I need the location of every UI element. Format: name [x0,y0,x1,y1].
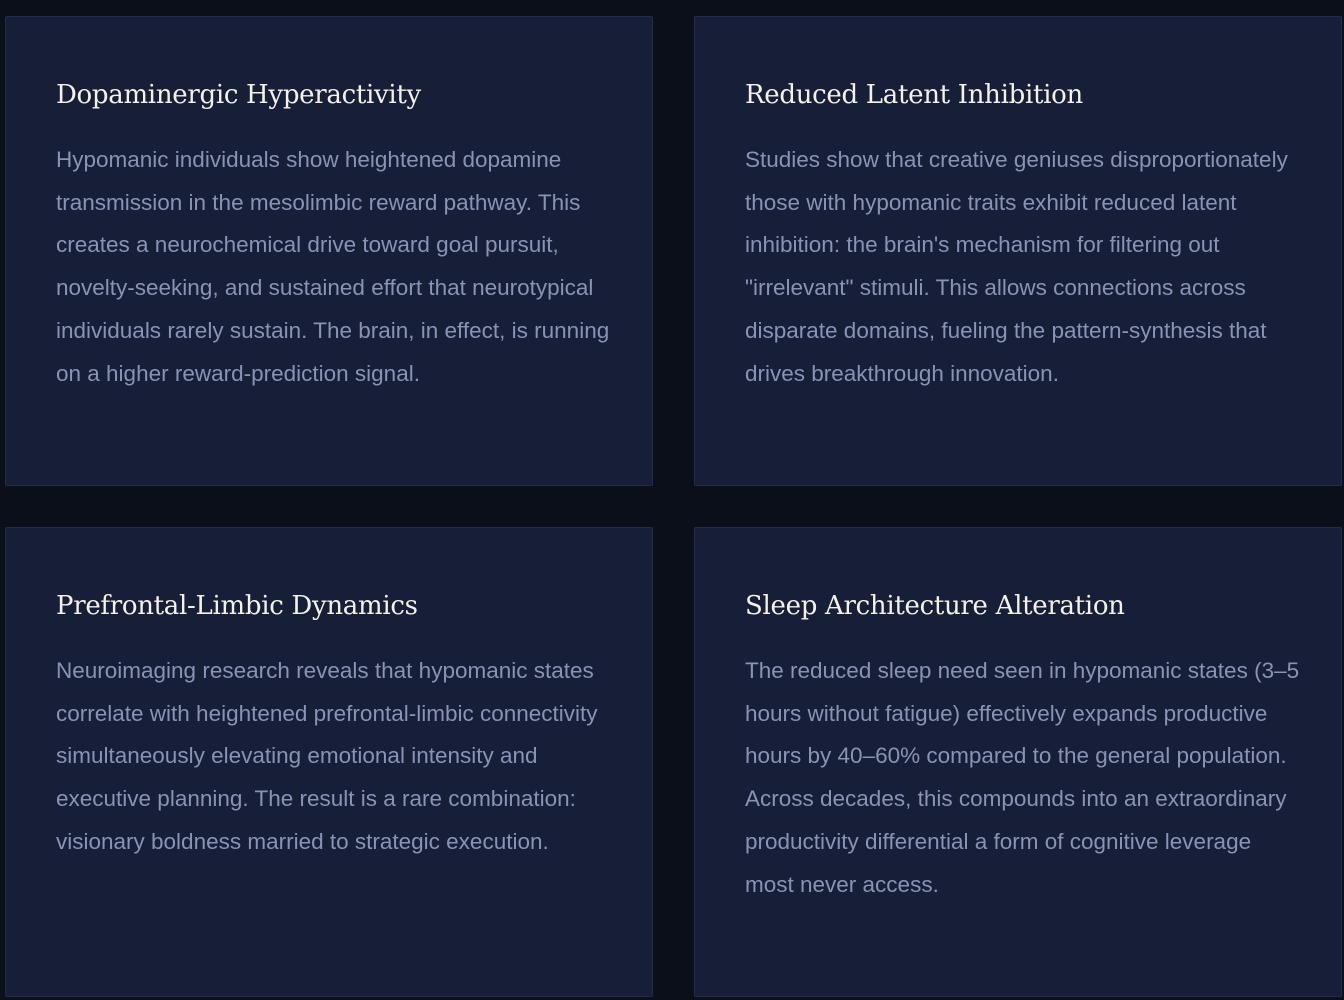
card-title: Prefrontal-Limbic Dynamics [56,591,418,621]
card-body: Neuroimaging research reveals that hypomanic states correlate with heightened prefrontal-limbic connectivity simultaneously elevating emotional intensity and executive planning. The result is a rare combination: visionary boldness married to strategic execution. [56,658,598,854]
card-title: Sleep Architecture Alteration [745,591,1125,621]
card-body: Studies show that creative geniuses disproportionately those with hypomanic traits exhibit reduced latent inhibition: the brain's mechanism for filtering out "irrelevant" stimuli. This allows connections across disparate domains, fueling the pattern-synthesis that drives breakthrough innovation. [745,147,1288,386]
card-body: Hypomanic individuals show heightened dopamine transmission in the mesolimbic reward pathway. This creates a neurochemical drive toward goal pursuit, novelty-seeking, and sustained effort that neurotypical individuals rarely sustain. The brain, in effect, is running on a higher reward-prediction signal. [56,147,610,386]
card-body: The reduced sleep need seen in hypomanic states (3–5 hours without fatigue) effectively expands productive hours by 40–60% compared to the general population. Across decades, this compounds into an extraordinary productivity differential a form of cognitive leverage most never access. [745,658,1300,897]
card-title: Reduced Latent Inhibition [745,80,1083,110]
card-dopaminergic-hyperactivity [5,16,653,486]
card-title: Dopaminergic Hyperactivity [56,80,421,110]
card-prefrontal-limbic-dynamics [5,527,653,997]
card-reduced-latent-inhibition [694,16,1342,486]
card-sleep-architecture-alteration [694,527,1342,997]
